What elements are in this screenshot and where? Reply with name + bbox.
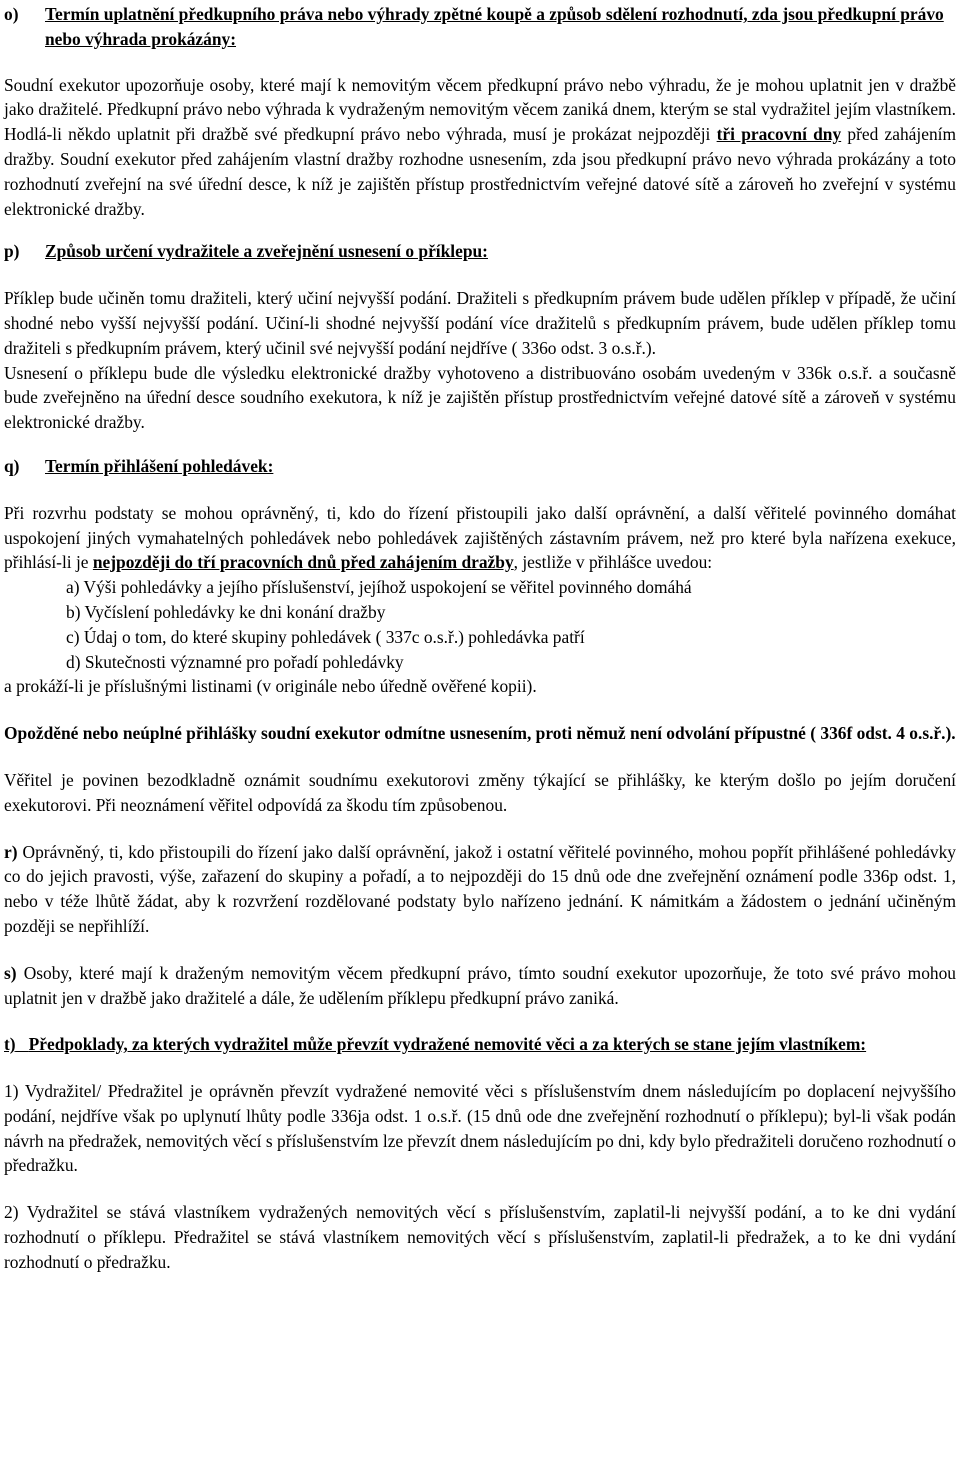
document-page	[0, 2, 960, 1275]
section-q-item-d: d) Skutečnosti významné pro pořadí pohledávky	[66, 651, 404, 672]
section-q-closing: a prokáží-li je příslušnými listinami (v originále nebo úředně ověřené kopii).	[4, 676, 537, 697]
section-q-bold-note: Opožděné nebo neúplné přihlášky soudní exekutor odmítne usnesením, proti němuž není odvolání přípustné ( 336f odst. 4 o.s.ř.).	[4, 723, 956, 744]
section-o-letter: o)	[4, 4, 19, 24]
section-q-text: Při rozvrhu podstaty se mohou oprávněný, ti, kdo do řízení přistoupili jako další oprávnění, a další věřitelé povinného domáhat uspokojení jiných vymahatelných pohledávek nebo pohledávek zajištěných zástavním právem, než pro které byla nařízena exekuce, přihlásí-li je	[4, 502, 956, 573]
section-q-letter: q)	[4, 455, 20, 476]
section-o-deadline: tři pracovní dny	[716, 124, 842, 145]
section-o-title: Termín uplatnění předkupního práva nebo výhrady zpětné koupě a způsob sdělení rozhodnutí, zda jsou předkupní právo nebo výhrada prokázány:	[45, 4, 944, 49]
section-t-letter: t)	[4, 1034, 16, 1055]
section-q-paragraph-1	[4, 501, 956, 575]
section-q-deadline: nejpozději do tří pracovních dnů před zahájením dražby	[92, 552, 514, 573]
section-t-gap	[16, 1034, 29, 1054]
section-p-paragraph-1: Příklep bude učiněn tomu dražiteli, který učiní nejvyšší podání. Dražiteli s předkupním právem bude udělen příklep v případě, že učiní shodné nebo vyšší nejvyšší podání. Učiní-li shodné nejvyšší podání více dražitelů s předkupním právem, bude udělen příklep tomu dražiteli s předkupním právem, který učinil své nejvyšší podání nejdříve ( 336o odst. 3 o.s.ř.).	[4, 288, 956, 358]
section-q-item-a: a) Výši pohledávky a jejího příslušenství, jejíhož uspokojení se věřitel povinného domáhá	[66, 577, 692, 598]
section-t-title: Předpoklady, za kterých vydražitel může převzít vydražené nemovité věci a za kterých se stane jejím vlastníkem:	[28, 1034, 867, 1055]
section-o-heading	[4, 2, 956, 52]
section-p-letter: p)	[4, 241, 20, 262]
section-r-paragraph	[4, 840, 956, 939]
section-p-heading	[4, 239, 956, 264]
section-r-letter: r)	[4, 841, 18, 862]
section-p-paragraph-2: Usnesení o příklepu bude dle výsledku elektronické dražby vyhotoveno a distribuováno osobám uvedeným v 336k o.s.ř. a současně bude zveřejněno na úřední desce soudního exekutora, k níž je zajištěn přístup prostřednictvím veřejné datové sítě a zároveň v systému elektronické dražby.	[4, 362, 956, 433]
section-s-text: Osoby, které mají k draženým nemovitým věcem předkupní právo, tímto soudní exekutor upozorňuje, že toto své právo mohou uplatnit jen v dražbě jako dražitelé a dále, že udělením příklepu předkupní právo zaniká.	[4, 962, 956, 1008]
section-q-item-c: c) Údaj o tom, do které skupiny pohledávek ( 337c o.s.ř.) pohledávka patří	[66, 626, 585, 647]
section-q-item-b: b) Vyčíslení pohledávky ke dni konání dražby	[66, 601, 386, 622]
section-q-heading	[4, 454, 956, 479]
section-t-paragraph-2: 2) Vydražitel se stává vlastníkem vydražených nemovitých věcí s příslušenstvím, zaplatil-li nejvyšší podání, a to ke dni vydání rozhodnutí o příklepu. Předražitel se stává vlastníkem nemovitých věcí s příslušenstvím, zaplatil-li předražek, a to ke dni vydání rozhodnutí o předražku.	[4, 1202, 956, 1272]
section-t-paragraph-1: 1) Vydražitel/ Předražitel je oprávněn převzít vydražené nemovité věci s příslušenstvím dnem následujícím po doplacení nejvyššího podání, nejdříve však po uplynutí lhůty podle 336ja odst. 1 o.s.ř. (15 dnů ode dne zveřejnění rozhodnutí o příklepu); byl-li však podán návrh na předražek, nemovitých věcí s příslušenstvím lze převzít dnem následujícím po dni, kdy bylo předražiteli doručeno rozhodnutí o předražku.	[4, 1081, 956, 1176]
section-s-paragraph	[4, 961, 956, 1011]
section-o-text-tail: před zahájením dražby. Soudní exekutor před zahájením vlastní dražby rozhodne usnesením, zda jsou předkupní právo nevo výhrada prokázány a toto rozhodnutí zveřejní na své úřední desce, k níž je zajištěn přístup prostřednictvím veřejné datové sítě a zároveň ho zveřejní v systému elektronické dražby.	[4, 124, 956, 219]
section-r-text: Oprávněný, ti, kdo přistoupili do řízení jako další oprávnění, jakož i ostatní věřitelé povinného, mohou popřít přihlášené pohledávky co do jejich pravosti, výše, zařazení do skupiny a pořadí, a to nejpozději do 15 dnů ode dne zveřejnění oznámení podle 336p odst. 1, nebo v téže lhůtě žádat, aby k rozvržení rozdělované podstaty bylo nařízeno jednání. K námitkám a žádostem o jednání učiněným později se nepřihlíží.	[4, 841, 956, 936]
section-o-text: Soudní exekutor upozorňuje osoby, které mají k nemovitým věcem předkupní právo nebo výhradu, že je mohou uplatnit jen v dražbě jako dražitelé. Předkupní právo nebo výhrada k vydraženým nemovitým věcem zaniká dnem, kterým se stal vydražitel jejím vlastníkem. Hodlá-li někdo uplatnit při dražbě své předkupní právo nebo výhrada, musí je prokázat nejpozději	[4, 74, 956, 145]
section-q-text-tail: , jestliže v přihlášce uvedou:	[513, 552, 713, 573]
section-p-title: Způsob určení vydražitele a zveřejnění usnesení o příklepu:	[45, 241, 488, 262]
section-o-paragraph	[4, 73, 956, 222]
section-q-title: Termín přihlášení pohledávek:	[45, 455, 274, 476]
section-t-heading	[4, 1032, 956, 1057]
section-s-letter: s)	[4, 962, 17, 983]
section-q-paragraph-3: Věřitel je povinen bezodkladně oznámit soudnímu exekutorovi změny týkající se přihlášky, ke kterým došlo po jejím doručení exekutorovi. Při neoznámení věřitel odpovídá za škodu tím způsobenou.	[4, 769, 956, 815]
